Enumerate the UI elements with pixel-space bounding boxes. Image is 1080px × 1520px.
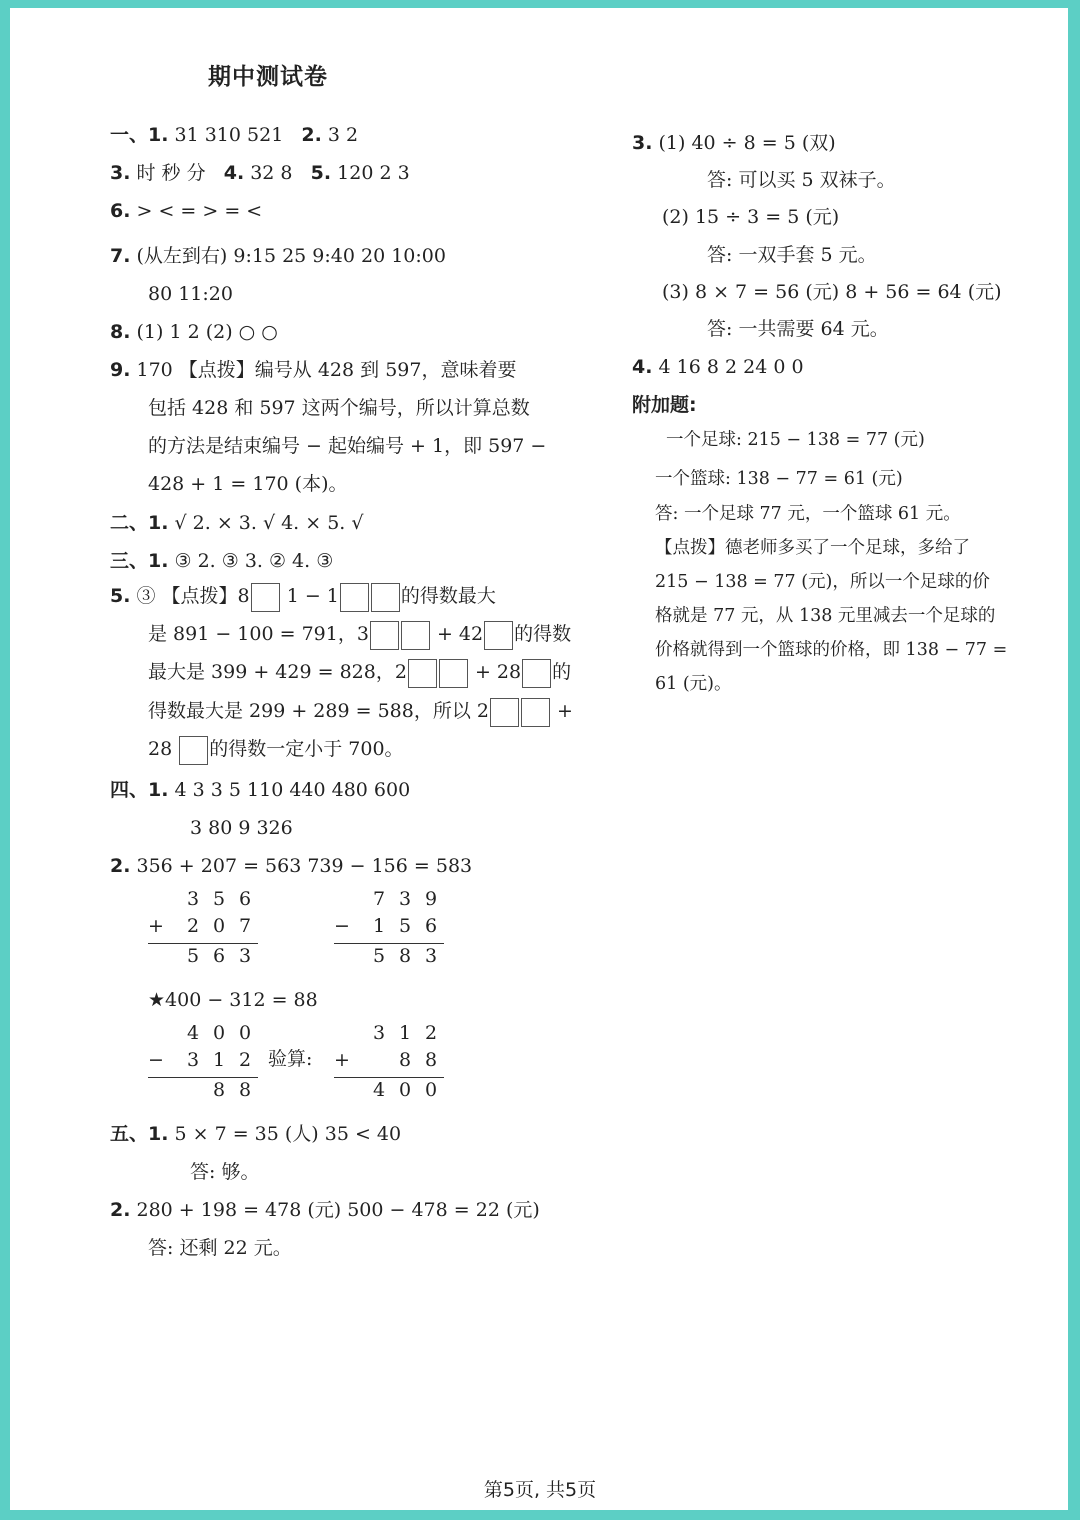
r3-line-2: (2) 15 ÷ 3 = 5 (元) xyxy=(662,206,840,228)
answer: 3 2 xyxy=(327,124,359,146)
s3-5-line-5 xyxy=(148,735,404,765)
digit: 6 xyxy=(424,915,438,937)
r3-answer-3: 答: 一共需要 64 元。 xyxy=(707,318,889,340)
label: 二、1. xyxy=(110,512,169,534)
label: 一、1. xyxy=(110,124,169,146)
digit: 7 xyxy=(372,888,386,910)
answer: 4 3 3 5 110 440 480 600 xyxy=(174,779,411,801)
digit: 0 xyxy=(212,1022,226,1044)
digit: 0 xyxy=(398,1079,412,1101)
digit: 2 xyxy=(186,915,200,937)
label: 3. xyxy=(632,132,653,154)
vertical-calc-3 xyxy=(148,1022,258,1106)
label: 6. xyxy=(110,200,131,222)
rule-line xyxy=(148,943,258,944)
digit: 5 xyxy=(372,945,386,967)
digit: 8 xyxy=(424,1049,438,1071)
s5-2-line xyxy=(110,1201,540,1220)
label: 2. xyxy=(110,855,131,877)
text: 是 891 − 100 = 791，3 xyxy=(148,623,369,645)
s1-line-4 xyxy=(110,247,446,266)
digit: 3 xyxy=(238,945,252,967)
answer-page xyxy=(10,8,1068,1510)
digit: 6 xyxy=(238,888,252,910)
label: 7. xyxy=(110,245,131,267)
answer: (1) 40 ÷ 8 = 5 (双) xyxy=(658,132,836,154)
extra-tip-3: 格就是 77 元，从 138 元里减去一个足球的 xyxy=(655,606,996,626)
answer: 120 2 3 xyxy=(337,162,410,184)
s1-line-10: 428 + 1 = 170 (本)。 xyxy=(148,473,348,495)
text: 最大是 399 + 429 = 828，2 xyxy=(148,661,407,683)
digit: 5 xyxy=(398,915,412,937)
extra-tip-2: 215 − 138 = 77 (元)，所以一个足球的价 xyxy=(655,572,990,592)
digit: 1 xyxy=(372,915,386,937)
s1-line-5: 80 11:20 xyxy=(148,283,233,305)
digit: 1 xyxy=(212,1049,226,1071)
answer: (从左到右) 9:15 25 9:40 20 10:00 xyxy=(136,245,446,267)
r3-line-1 xyxy=(632,134,836,153)
digit: 9 xyxy=(424,888,438,910)
s2-line xyxy=(110,514,364,533)
digit: 4 xyxy=(372,1079,386,1101)
row xyxy=(148,945,258,972)
digit: 0 xyxy=(424,1079,438,1101)
blank-box xyxy=(251,583,280,612)
blank-box xyxy=(484,621,513,650)
s4-line-1 xyxy=(110,781,410,800)
operator: − xyxy=(148,1049,164,1071)
digit: 3 xyxy=(372,1022,386,1044)
extra-heading: 附加题: xyxy=(632,394,697,416)
s1-line-2 xyxy=(110,164,410,183)
digit: 4 xyxy=(186,1022,200,1044)
digit: 5 xyxy=(186,945,200,967)
row xyxy=(148,1049,258,1076)
s1-line-6 xyxy=(110,323,278,342)
s3-5-line-1 xyxy=(110,582,496,612)
blank-box xyxy=(179,736,208,765)
answer: √ 2. × 3. √ 4. × 5. √ xyxy=(174,512,364,534)
row xyxy=(334,1022,444,1049)
rule-line xyxy=(334,1077,444,1078)
operator: + xyxy=(334,1049,350,1071)
label: 5. xyxy=(110,585,131,607)
blank-box xyxy=(439,659,468,688)
digit: 2 xyxy=(424,1022,438,1044)
extra-answer: 答: 一个足球 77 元，一个篮球 61 元。 xyxy=(655,504,961,524)
star-line: ★400 − 312 = 88 xyxy=(148,989,318,1011)
digit: 7 xyxy=(238,915,252,937)
answer: 170 【点拨】编号从 428 到 597，意味着要 xyxy=(136,359,517,381)
s1-line-1 xyxy=(110,126,358,145)
digit: 1 xyxy=(398,1022,412,1044)
digit: 6 xyxy=(212,945,226,967)
label: 8. xyxy=(110,321,131,343)
vertical-calc-2 xyxy=(334,888,444,972)
row xyxy=(334,1049,444,1076)
s4-2-line xyxy=(110,857,472,876)
extra-tip-4: 价格就得到一个篮球的价格，即 138 − 77 = xyxy=(655,640,1008,660)
s1-line-8: 包括 428 和 597 这两个编号，所以计算总数 xyxy=(148,397,530,419)
text: 28 xyxy=(148,738,173,760)
row xyxy=(334,945,444,972)
row xyxy=(334,1079,444,1106)
label: 4. xyxy=(223,162,245,184)
blank-box xyxy=(370,621,399,650)
text: 的 xyxy=(552,661,572,683)
text: + xyxy=(557,700,573,722)
answer: 5 × 7 = 35 (人) 35 < 40 xyxy=(174,1123,402,1145)
blank-box xyxy=(408,659,437,688)
row xyxy=(148,915,258,942)
s3-5-line-2 xyxy=(148,620,571,650)
r4-line xyxy=(632,358,804,377)
digit: 8 xyxy=(398,945,412,967)
row xyxy=(148,888,258,915)
text: + 42 xyxy=(436,623,484,645)
s1-line-9: 的方法是结束编号 − 起始编号 + 1，即 597 − xyxy=(148,435,547,457)
digit: 0 xyxy=(212,915,226,937)
vertical-calc-4 xyxy=(334,1022,444,1106)
answer: 280 + 198 = 478 (元) 500 − 478 = 22 (元) xyxy=(136,1199,540,1221)
label: 9. xyxy=(110,359,131,381)
r3-answer-2: 答: 一双手套 5 元。 xyxy=(707,244,877,266)
text: 的得数 xyxy=(514,623,572,645)
text: 的得数一定小于 700。 xyxy=(209,738,404,760)
label: 2. xyxy=(301,124,322,146)
r3-answer-1: 答: 可以买 5 双袜子。 xyxy=(707,169,896,191)
operator: − xyxy=(334,915,350,937)
blank-box xyxy=(340,583,369,612)
answer: > < = > = < xyxy=(136,200,263,222)
digit: 5 xyxy=(212,888,226,910)
extra-tip-5: 61 (元)。 xyxy=(655,674,732,694)
digit: 3 xyxy=(186,888,200,910)
blank-box xyxy=(401,621,430,650)
blank-box xyxy=(521,698,550,727)
digit: 3 xyxy=(398,888,412,910)
label: 3. xyxy=(110,162,131,184)
answer: (1) 1 2 (2) ○ ○ xyxy=(136,321,278,343)
answer: 时 秒 分 xyxy=(136,162,206,184)
row xyxy=(334,888,444,915)
r3-line-3: (3) 8 × 7 = 56 (元) 8 + 56 = 64 (元) xyxy=(662,281,1002,303)
answer: 4 16 8 2 24 0 0 xyxy=(658,356,804,378)
label: 三、1. xyxy=(110,550,169,572)
answer: ③ 2. ③ 3. ② 4. ③ xyxy=(174,550,334,572)
text: 得数最大是 299 + 289 = 588，所以 2 xyxy=(148,700,489,722)
blank-box xyxy=(490,698,519,727)
rule-line xyxy=(148,1077,258,1078)
vertical-calc-1 xyxy=(148,888,258,972)
s5-2-answer: 答: 还剩 22 元。 xyxy=(148,1237,292,1259)
digit: 8 xyxy=(238,1079,252,1101)
text: 的得数最大 xyxy=(400,585,496,607)
text: 1 − 1 xyxy=(286,585,339,607)
label: 四、1. xyxy=(110,779,169,801)
answer: 356 + 207 = 563 739 − 156 = 583 xyxy=(136,855,473,877)
row xyxy=(334,915,444,942)
answer: 32 8 xyxy=(250,162,293,184)
operator: + xyxy=(148,915,164,937)
s5-answer: 答: 够。 xyxy=(190,1161,260,1183)
s3-line xyxy=(110,552,333,571)
label: 五、1. xyxy=(110,1123,169,1145)
digit: 0 xyxy=(238,1022,252,1044)
row xyxy=(148,1022,258,1049)
page-title: 期中测试卷 xyxy=(208,64,328,90)
s3-5-line-4 xyxy=(148,697,573,727)
extra-tip-1: 【点拨】德老师多买了一个足球，多给了 xyxy=(655,538,970,558)
check-label: 验算: xyxy=(268,1048,313,1070)
extra-line-1: 一个足球: 215 − 138 = 77 (元) xyxy=(666,430,925,450)
blank-box xyxy=(371,583,400,612)
extra-line-2: 一个篮球: 138 − 77 = 61 (元) xyxy=(655,469,903,489)
digit: 8 xyxy=(398,1049,412,1071)
s1-line-3 xyxy=(110,202,262,221)
blank-box xyxy=(522,659,551,688)
digit: 8 xyxy=(212,1079,226,1101)
digit: 2 xyxy=(238,1049,252,1071)
s1-line-7 xyxy=(110,361,516,380)
text: + 28 xyxy=(474,661,522,683)
answer: 31 310 521 xyxy=(174,124,284,146)
page-footer: 第5页, 共5页 xyxy=(483,1479,597,1501)
rule-line xyxy=(334,943,444,944)
label: 2. xyxy=(110,1199,131,1221)
label: 4. xyxy=(632,356,653,378)
digit: 3 xyxy=(424,945,438,967)
row xyxy=(148,1079,258,1106)
s3-5-line-3 xyxy=(148,658,571,688)
s4-line-2: 3 80 9 326 xyxy=(190,817,293,839)
digit: 3 xyxy=(186,1049,200,1071)
s5-line-1 xyxy=(110,1125,401,1144)
text: ③ 【点拨】8 xyxy=(136,585,250,607)
label: 5. xyxy=(310,162,332,184)
